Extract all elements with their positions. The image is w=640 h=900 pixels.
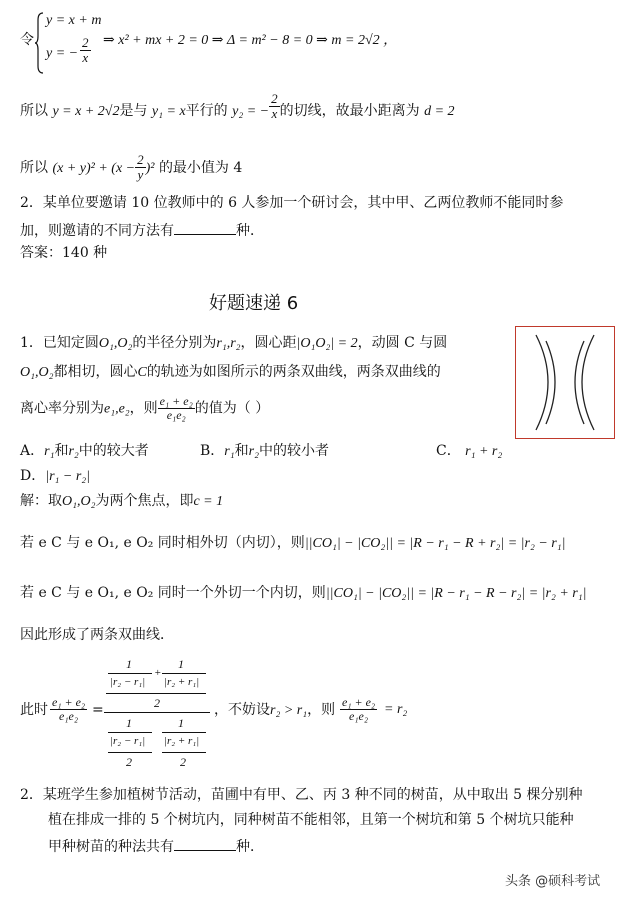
cf-two-a: 2	[154, 696, 160, 710]
cf-one-d: 1	[178, 716, 184, 730]
l1-frac	[80, 36, 91, 66]
l1-sys-bot: y = −	[46, 46, 79, 61]
sol-equals: =	[92, 702, 104, 718]
p1-option-d	[20, 469, 90, 484]
opt-d-m: |r₁ − r₂|	[45, 469, 91, 484]
sol-s5den2: e₁e₂	[349, 709, 369, 724]
q2a-line2a: 加，则邀请的不同方法有	[20, 223, 174, 239]
q2b-line3a: 甲种树苗的种法共有	[48, 839, 174, 855]
sol-s1b: 为两个焦点，即	[95, 493, 194, 509]
complex-fraction	[104, 656, 210, 772]
p1-l1a: 1．已知定圆	[20, 335, 99, 351]
sol-s1a: 解：取	[20, 493, 62, 509]
l2-t1: 所以	[20, 102, 48, 119]
l3-num: 2	[137, 152, 144, 167]
sol-s5-frac	[50, 696, 87, 723]
cf-one-a: 1	[126, 657, 132, 671]
p1-line3	[20, 395, 269, 422]
opt-b-t1: 和	[234, 443, 249, 459]
cf-d2-a: |r₂ + r₁|	[164, 676, 200, 688]
l2-eq4: d = 2	[424, 103, 455, 119]
l3-line	[20, 153, 242, 183]
q2a-line1: 2．某单位要邀请 10 位教师中的 6 人参加一个研讨会，其中甲、乙两位教师不能同时参	[20, 195, 564, 211]
opt-c-m: r₁ + r₂	[465, 444, 503, 459]
sol-s5m: r₂ > r₁	[270, 703, 308, 718]
cf-one-b: 1	[178, 657, 184, 671]
sol-s5c: ，则	[307, 702, 336, 718]
cf-two-c: 2	[180, 755, 186, 769]
opt-a-m1: r₁	[44, 444, 55, 459]
opt-b-m1: r₁	[224, 444, 235, 459]
left-brace-icon	[34, 12, 44, 74]
q2a-answer: 答案：140 种	[20, 245, 108, 261]
p1-l3den: e₁e₂	[166, 408, 186, 423]
sol-s5num: e₁ + e₂	[52, 695, 86, 709]
p1-l2a: 都相切，圆心	[53, 364, 138, 380]
l2-den: x	[271, 106, 278, 122]
l2-t3: 平行的	[185, 102, 228, 119]
sol-line3	[20, 586, 586, 601]
sol-s3a: 若 e C 与 e O₁, e O₂ 同时一个外切一个内切，则	[20, 585, 326, 601]
sol-line4: 因此形成了两条双曲线．	[20, 627, 174, 643]
opt-c-label: C．	[436, 443, 461, 459]
p1-l3num: e₁ + e₂	[159, 394, 193, 408]
p1-line1	[20, 336, 447, 351]
l2-eq3: y₂ = −	[232, 103, 270, 119]
sol-line5-tail	[214, 703, 335, 718]
l1-num: 2	[82, 35, 89, 50]
l3-eq2: )²	[145, 160, 155, 176]
sol-s1m: O₁,O₂	[62, 494, 96, 509]
q2a-line2b: 种．	[236, 223, 264, 239]
section-title: 好题速递 6	[209, 293, 299, 314]
q2b-line1: 2．某班学生参加植树节活动，苗圃中有甲、乙、丙 3 种不同的树苗，从中取出 5 棵分别种	[20, 787, 583, 803]
cf-two-b: 2	[126, 755, 132, 769]
q2b-line3b: 种．	[236, 839, 264, 855]
p1-l1c: ，圆心距	[240, 335, 297, 351]
cf-d1-a: |r₂ − r₁|	[110, 676, 146, 688]
l1-rest: ⇒ x² + mx + 2 = 0 ⇒ Δ = m² − 8 = 0 ⇒ m = 2√2 ，	[103, 33, 398, 48]
opt-b-m2: r₂	[248, 444, 259, 459]
cf-d2-b: |r₂ + r₁|	[164, 735, 200, 747]
p1-l2m: O₁,O₂	[20, 365, 54, 380]
sol-s5a: 此时	[20, 702, 48, 718]
l2-line	[20, 91, 455, 122]
p1-option-c	[436, 444, 502, 459]
sol-s1m2: c = 1	[193, 494, 224, 509]
p1-l1d: ，动圆 C 与圆	[357, 335, 448, 351]
l1-sys-top: y = x + m	[46, 13, 102, 28]
q2a-line2	[20, 222, 264, 238]
q2b-line2: 植在排成一排的 5 个树坑内，同种树苗不能相邻，且第一个树坑和第 5 个树坑只能种	[48, 812, 574, 828]
sol-s5-frac2	[340, 696, 377, 723]
sol-s5b: ，不妨设	[214, 702, 270, 718]
sol-s2a: 若 e C 与 e O₁, e O₂ 同时相外切（内切），则	[20, 535, 305, 551]
q2b-line3	[48, 838, 264, 854]
sol-s5m2: = r₂	[384, 702, 408, 717]
p1-l3b: ，则	[129, 400, 158, 417]
p1-line2	[20, 365, 441, 380]
l2-eq2: y₁ = x	[151, 103, 186, 119]
watermark: 头条 @硕科考试	[505, 874, 601, 889]
opt-a-t1: 和	[54, 443, 69, 459]
p1-option-a	[20, 444, 149, 459]
l3-den: y	[137, 167, 144, 183]
sol-s3m: ||CO₁| − |CO₂|| = |R − r₁ − R − r₂| = |r₂ + r₁|	[325, 586, 587, 601]
l2-t2: 是与	[119, 102, 148, 119]
p1-l1m3: |O₁O₂| = 2	[296, 336, 358, 351]
sol-s5num2: e₁ + e₂	[342, 695, 376, 709]
q2a-blank	[174, 222, 236, 235]
p1-option-b	[200, 444, 329, 459]
opt-b-t2: 中的较小者	[258, 443, 329, 459]
opt-d-label: D．	[20, 468, 46, 484]
cf-one-c: 1	[126, 716, 132, 730]
cf-d1-b: |r₂ − r₁|	[110, 735, 146, 747]
l2-t4: 的切线，故最小距离为	[279, 102, 420, 119]
q2b-blank	[174, 838, 236, 851]
hyperbola-curves-icon	[516, 327, 614, 438]
l3-eq1: (x + y)² + (x −	[52, 160, 136, 176]
l1-prefix: 令	[20, 32, 34, 48]
p1-l1m2: r₁,r₂	[216, 336, 241, 351]
opt-b-label: B．	[200, 443, 225, 459]
l3-t1: 所以	[20, 159, 48, 176]
l3-t2: 的最小值为 4	[158, 159, 243, 176]
p1-l3a: 离心率分别为	[20, 400, 104, 417]
p1-l3m: e₁,e₂	[104, 401, 130, 417]
l2-num: 2	[271, 91, 278, 106]
sol-s5den: e₁e₂	[59, 709, 79, 724]
l2-eq1: y = x + 2√2	[52, 103, 120, 119]
p1-l2b: 的轨迹为如图所示的两条双曲线，两条双曲线的	[146, 364, 441, 380]
opt-a-t2: 中的较大者	[78, 443, 149, 459]
p1-l2m2: C	[137, 365, 147, 380]
sol-line2	[20, 536, 565, 551]
p1-l1m: O₁,O₂	[98, 336, 133, 351]
cf-plus: +	[154, 667, 162, 679]
p1-l1b: 的半径分别为	[132, 335, 217, 351]
opt-a-m2: r₂	[68, 444, 79, 459]
opt-a-label: A．	[20, 443, 45, 459]
p1-l3c: 的值为（ ）	[194, 400, 270, 417]
hyperbola-figure	[515, 326, 615, 439]
sol-s2m: ||CO₁| − |CO₂|| = |R − r₁ − R + r₂| = |r₂ − r₁|	[304, 536, 566, 551]
l1-den: x	[82, 50, 89, 66]
sol-line1	[20, 494, 223, 509]
